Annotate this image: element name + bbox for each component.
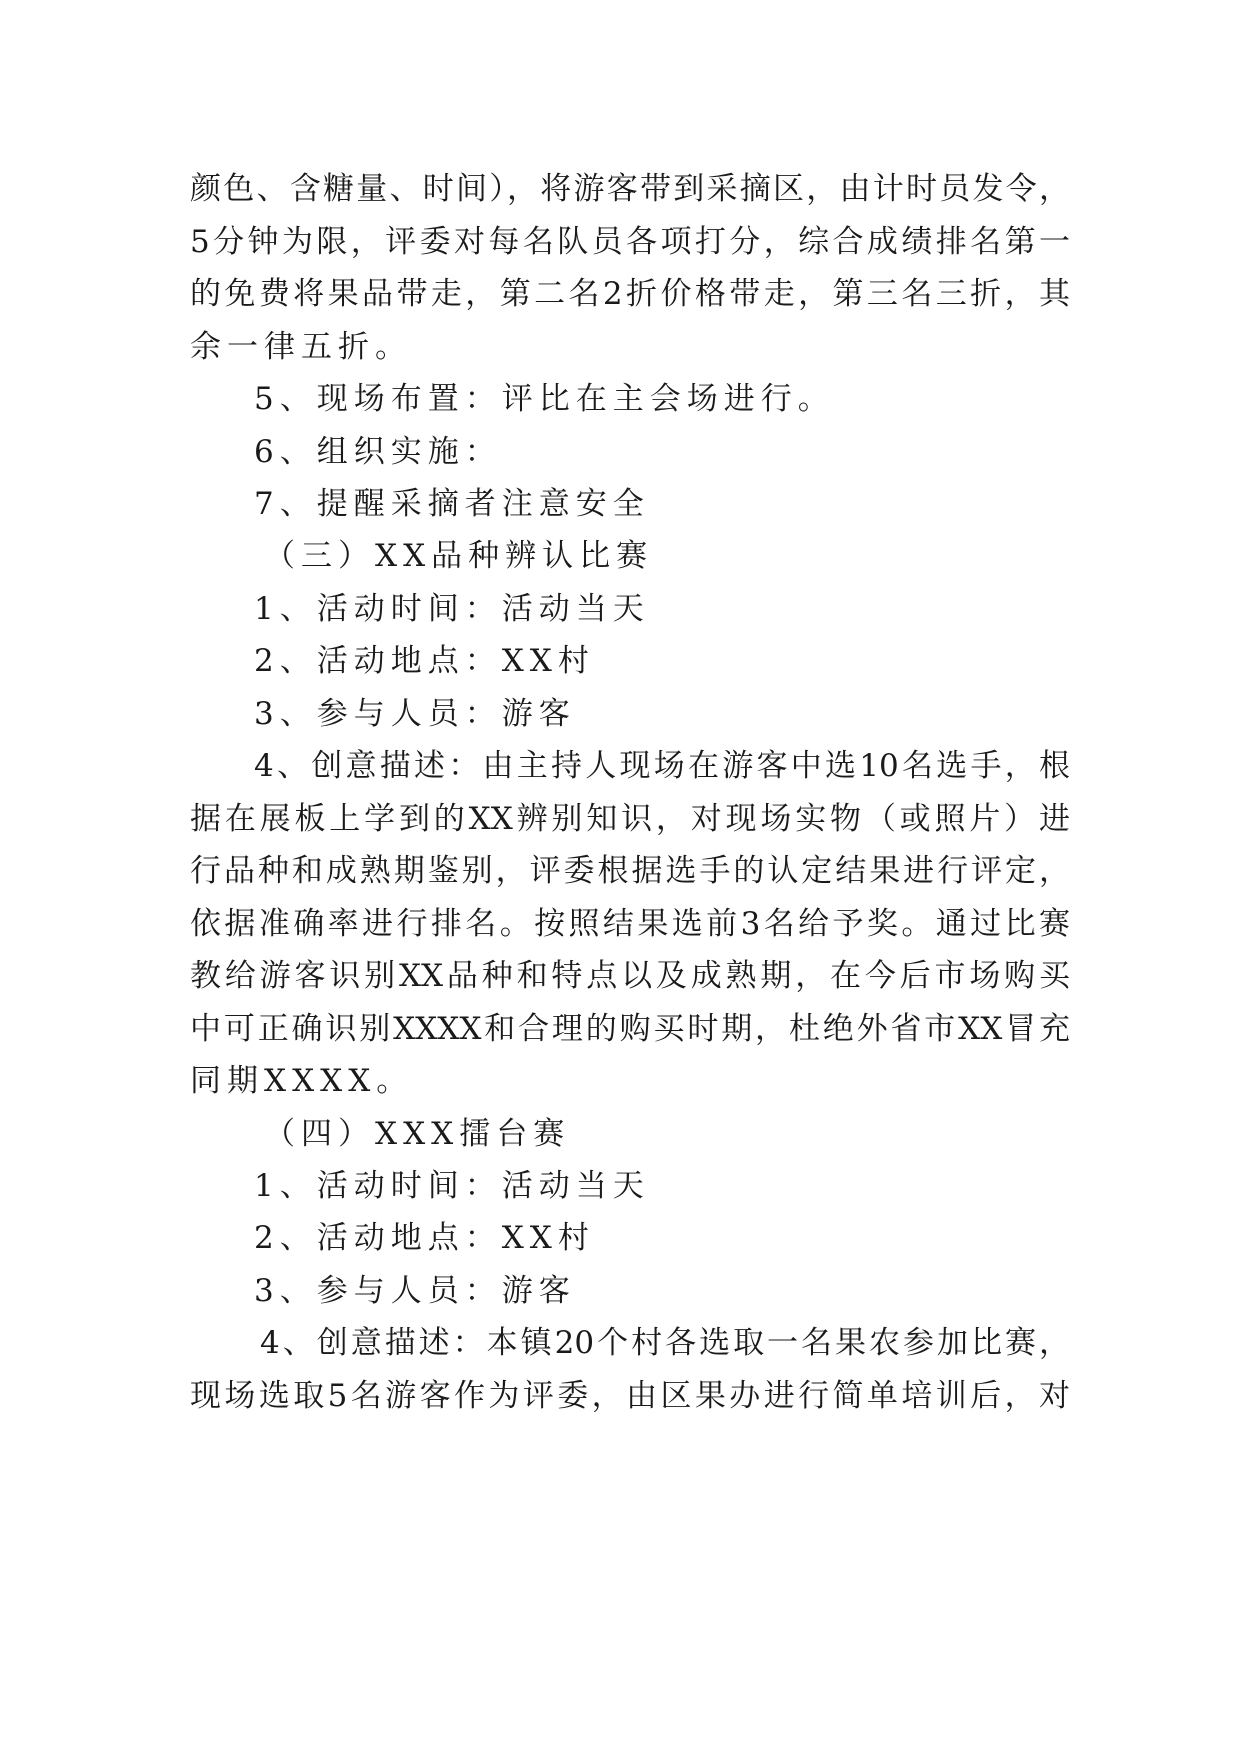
list-item: 6、组织实施： bbox=[254, 434, 502, 470]
paragraph-line: 中可正确识别XXXX和合理的购买时期，杜绝外省市XX冒充 bbox=[190, 1011, 1070, 1047]
paragraph-line: 5分钟为限，评委对每名队员各项打分，综合成绩排名第一 bbox=[190, 224, 1070, 260]
paragraph-line: 4、创意描述：本镇20个村各选取一名果农参加比赛， bbox=[260, 1325, 1070, 1361]
paragraph-line: 据在展板上学到的XX辨别知识，对现场实物（或照片）进 bbox=[190, 801, 1070, 837]
list-item: 3、参与人员：游客 bbox=[254, 1273, 576, 1309]
paragraph-line: 依据准确率进行排名。按照结果选前3名给予奖。通过比赛 bbox=[190, 906, 1070, 942]
paragraph-line: 同期XXXX。 bbox=[190, 1063, 414, 1099]
paragraph-line: 4、创意描述：由主持人现场在游客中选10名选手，根 bbox=[254, 748, 1070, 784]
paragraph-line: 余一律五折。 bbox=[190, 329, 412, 365]
list-item: 5、现场布置：评比在主会场进行。 bbox=[254, 381, 835, 417]
section-heading: （三）XX品种辨认比赛 bbox=[264, 538, 654, 574]
paragraph-line: 教给游客识别XX品种和特点以及成熟期，在今后市场购买 bbox=[190, 958, 1070, 994]
list-item: 1、活动时间：活动当天 bbox=[254, 591, 650, 627]
paragraph-line: 现场选取5名游客作为评委，由区果办进行简单培训后，对 bbox=[190, 1378, 1070, 1414]
list-item: 2、活动地点：XX村 bbox=[254, 643, 595, 679]
paragraph-line: 的免费将果品带走，第二名2折价格带走，第三名三折，其 bbox=[190, 276, 1070, 312]
paragraph-line: 颜色、含糖量、时间），将游客带到采摘区，由计时员发令， bbox=[190, 171, 1070, 207]
list-item: 1、活动时间：活动当天 bbox=[254, 1168, 650, 1204]
list-item: 3、参与人员：游客 bbox=[254, 696, 576, 732]
section-heading: （四）XXX擂台赛 bbox=[264, 1116, 571, 1152]
paragraph-line: 行品种和成熟期鉴别，评委根据选手的认定结果进行评定， bbox=[190, 853, 1070, 889]
list-item: 7、提醒采摘者注意安全 bbox=[254, 486, 650, 522]
list-item: 2、活动地点：XX村 bbox=[254, 1220, 595, 1256]
